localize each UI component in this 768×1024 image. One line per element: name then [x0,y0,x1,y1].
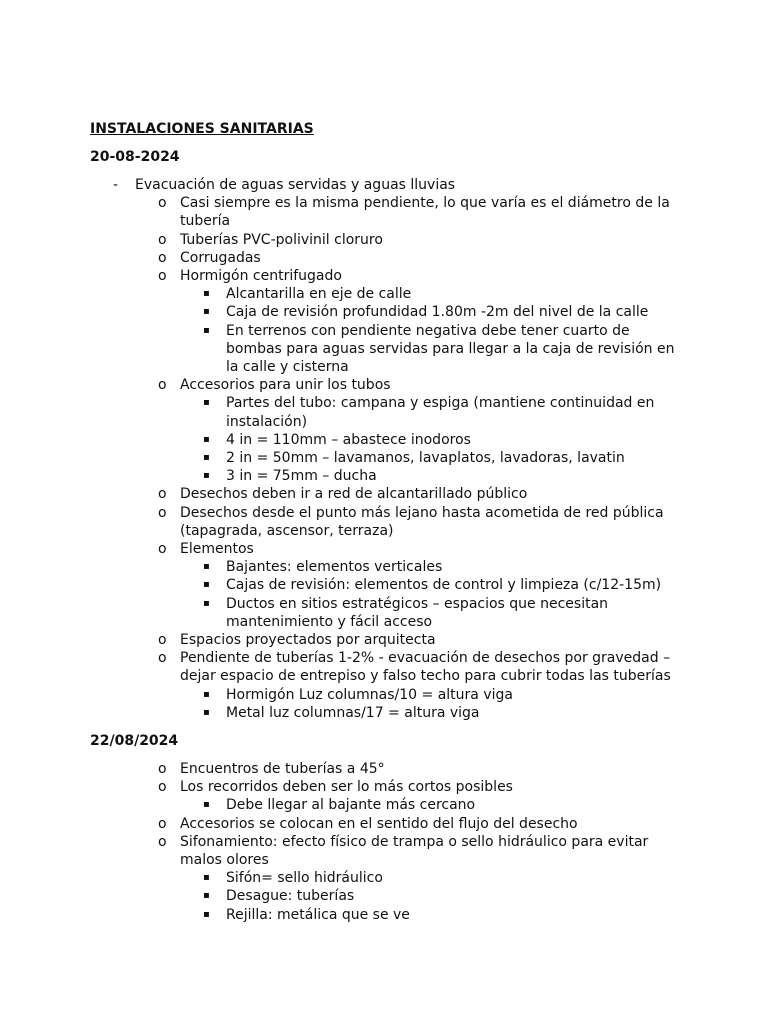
list-item [0,869,768,887]
list-item-text: Encuentros de tuberías a 45° [180,761,385,777]
square-bullet-icon: ▪ [203,597,210,609]
list-item-text: Accesorios para unir los tubos [180,377,391,394]
list-item [0,285,768,303]
square-bullet-icon: ▪ [203,579,210,591]
list-item-text: Partes del tubo: campana y espiga (mantiene continuidad en instalación) [226,395,655,430]
circle-bullet-icon: o [158,815,167,832]
list-item-text: Sifón= sello hidráulico [226,870,383,887]
square-bullet-icon: ▪ [203,288,210,300]
list-item-text: Metal luz columnas/17 = altura viga [226,704,480,721]
list-item-text: Cajas de revisión: elementos de control y limpieza (c/12-15m) [226,577,662,594]
list-item [0,194,768,230]
list-item [0,431,768,449]
circle-bullet-icon: o [158,377,167,394]
list-item-text: Pendiente de tuberías 1-2% - evacuación de desechos por gravedad – dejar espacio de entrepiso y falso techo para cubrir todas las tuberías [180,650,671,685]
square-bullet-icon: ▪ [203,890,210,902]
square-bullet-icon: ▪ [203,397,210,409]
square-bullet-icon: ▪ [203,908,210,920]
circle-bullet-icon: o [158,486,167,503]
section-list-2 [0,760,768,924]
list-item [0,760,768,778]
list-item-text: Bajantes: elementos verticales [226,559,443,576]
list-item [0,231,768,249]
circle-bullet-icon: o [158,761,167,777]
square-bullet-icon: ▪ [203,306,210,318]
list-item [0,394,768,430]
list-item-text: Los recorridos deben ser lo más cortos posibles [180,779,513,796]
list-item-text: 3 in = 75mm – ducha [226,468,377,485]
list-item [0,833,768,869]
circle-bullet-icon: o [158,650,167,667]
list-item-text: En terrenos con pendiente negativa debe tener cuarto de bombas para aguas servidas para llegar a la caja de revisión en la calle y cisterna [226,322,675,376]
list-item-text: 4 in = 110mm – abastece inodoros [226,431,471,448]
dash-bullet-icon: - [113,177,119,193]
circle-bullet-icon: o [158,504,167,521]
list-item-text: Espacios proyectados por arquitecta [180,632,436,649]
list-item [0,686,768,704]
list-item-text: 2 in = 50mm – lavamanos, lavaplatos, lavadoras, lavatin [226,450,625,467]
list-item [0,467,768,485]
square-bullet-icon: ▪ [203,872,210,884]
list-item [0,449,768,467]
square-bullet-icon: ▪ [203,799,210,811]
list-item-text: Hormigón Luz columnas/10 = altura viga [226,686,513,703]
list-item-text: Tuberías PVC-polivinil cloruro [180,231,383,248]
circle-bullet-icon: o [158,541,167,558]
circle-bullet-icon: o [158,268,167,285]
circle-bullet-icon: o [158,195,167,212]
square-bullet-icon: ▪ [203,433,210,445]
list-item [0,906,768,924]
circle-bullet-icon: o [158,779,167,796]
list-item-text: Desechos deben ir a red de alcantarillado público [180,486,528,503]
circle-bullet-icon: o [158,249,167,266]
list-item [0,887,768,905]
list-item-text: Evacuación de aguas servidas y aguas lluvias [135,177,456,193]
list-item [0,649,768,685]
square-bullet-icon: ▪ [203,470,210,482]
list-item-text: Hormigón centrifugado [180,268,342,285]
list-item [0,815,768,833]
list-item-text: Debe llegar al bajante más cercano [226,797,476,814]
square-bullet-icon: ▪ [203,452,210,464]
list-item-text: Desechos desde el punto más lejano hasta acometida de red pública (tapagrada, ascensor, terraza) [180,504,664,539]
square-bullet-icon: ▪ [203,561,210,573]
list-item [0,796,768,814]
circle-bullet-icon: o [158,632,167,649]
square-bullet-icon: ▪ [203,688,210,700]
circle-bullet-icon: o [158,833,167,850]
list-item [0,303,768,321]
square-bullet-icon: ▪ [203,706,210,718]
list-item [0,540,768,558]
list-item-text: Casi siempre es la misma pendiente, lo que varía es el diámetro de la tubería [180,195,670,230]
list-item-text: Elementos [180,541,254,558]
document-title: INSTALACIONES SANITARIAS [90,121,314,137]
list-item [0,558,768,576]
list-item-text: Accesorios se colocan en el sentido del flujo del desecho [180,815,578,832]
list-item [0,504,768,540]
list-item [0,778,768,796]
list-item-text: Alcantarilla en eje de calle [226,286,412,303]
list-item [0,249,768,267]
list-item [0,176,768,194]
list-item [0,576,768,594]
circle-bullet-icon: o [158,231,167,248]
list-item-text: Sifonamiento: efecto físico de trampa o sello hidráulico para evitar malos olores [180,833,649,869]
list-item [0,704,768,722]
list-item [0,631,768,649]
list-item [0,485,768,503]
list-item [0,376,768,394]
section-date-1: 20-08-2024 [90,149,180,165]
list-item-text: Ductos en sitios estratégicos – espacios que necesitan mantenimiento y fácil acceso [226,595,609,630]
list-item-text: Corrugadas [180,249,261,266]
list-item [0,595,768,631]
list-item [0,267,768,285]
list-item-text: Desague: tuberías [226,888,355,905]
section-list-1 [0,176,768,722]
square-bullet-icon: ▪ [203,324,210,336]
section-date-2: 22/08/2024 [90,733,179,749]
list-item-text: Rejilla: metálica que se ve [226,906,410,923]
list-item-text: Caja de revisión profundidad 1.80m -2m del nivel de la calle [226,304,649,321]
list-item [0,322,768,377]
